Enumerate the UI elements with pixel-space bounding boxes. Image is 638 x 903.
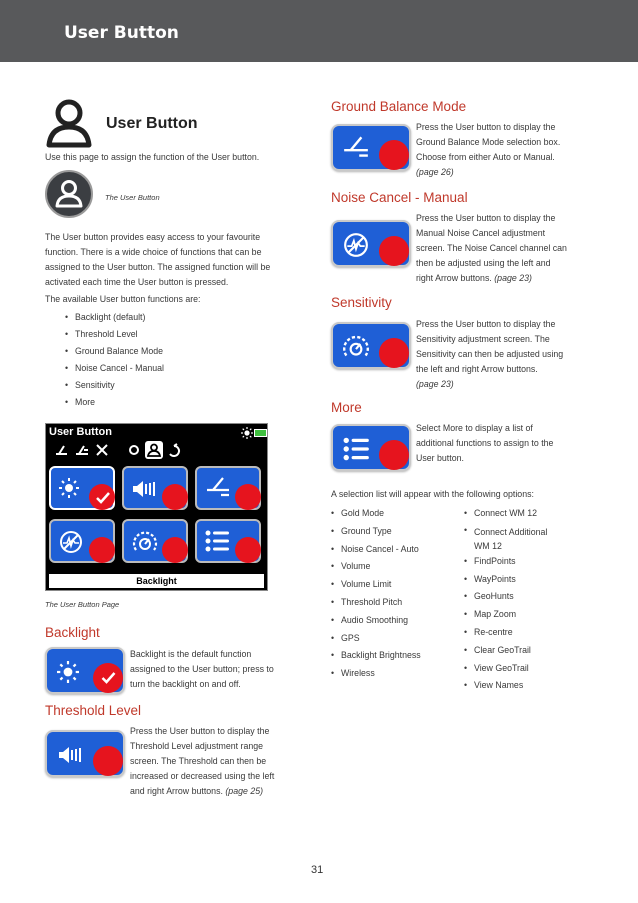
sensitivity-text: Press the User button to display the Sensitivity adjustment screen. The Sensitivity can then be adjusted using the left and right Arrow buttons. (page 23) (416, 319, 564, 389)
sun-icon (59, 478, 79, 498)
battery-icon (254, 429, 267, 437)
speaker-icon (132, 480, 158, 498)
functions-intro: The available User button functions are: (45, 294, 201, 304)
noise-cancel-icon (343, 232, 369, 258)
more-tile-icon (331, 424, 411, 471)
intro-paragraph: The User button provides easy access to your favourite function. There is a wide choice of functions that can be assigned to the User button. The assigned function will be activated each time the User button is pressed. (45, 232, 271, 287)
list-item: • Volume (331, 558, 421, 576)
more-text: Select More to display a list of additional functions to assign to the User button. (416, 423, 554, 463)
ground-balance-text: Press the User button to display the Ground Balance Mode selection box. Choose from either Auto or Manual. (page 26) (416, 122, 561, 177)
list-item: • Gold Mode (331, 505, 421, 523)
intro-title: User Button (106, 115, 198, 132)
backlight-text: Backlight is the default function assigned to the User button; press to turn the backlight on and off. (130, 649, 274, 689)
ground-balance-heading: Ground Balance Mode (331, 99, 467, 114)
list-item: • Map Zoom (464, 606, 547, 624)
speaker-icon (57, 746, 85, 764)
list-item: • More (65, 394, 164, 411)
screen-caption: The User Button Page (45, 600, 120, 609)
list-item: • GPS (331, 630, 421, 648)
sensitivity-icon (132, 528, 158, 556)
noise-cancel-text: Press the User button to display the Manual Noise Cancel adjustment screen. The Noise Cancel channel can then be adjusted using the left and right Arrow buttons. (page 23) (416, 213, 567, 283)
sensitivity-heading: Sensitivity (331, 295, 392, 310)
selection-intro: A selection list will appear with the following options: (331, 489, 534, 499)
list-item: • Connect WM 12 (464, 505, 547, 523)
list-item: • Re-centre (464, 624, 547, 642)
tile-noise-cancel (49, 519, 115, 563)
list-item: • Audio Smoothing (331, 612, 421, 630)
list-item: • Backlight Brightness (331, 647, 421, 665)
tile-threshold (122, 466, 188, 510)
user-button-caption: The User Button (105, 193, 160, 202)
ground-balance-tile-icon (331, 124, 411, 171)
threshold-heading: Threshold Level (45, 703, 142, 718)
mode-icons-row (54, 441, 194, 459)
list-item: • WayPoints (464, 571, 547, 589)
selection-list-col1 (331, 505, 421, 683)
check-icon (100, 671, 117, 685)
list-item: • Ground Balance Mode (65, 343, 164, 360)
list-item: • FindPoints (464, 553, 547, 571)
backlight-heading: Backlight (45, 625, 100, 640)
tile-backlight (49, 466, 115, 510)
header-title: User Button (64, 23, 179, 43)
list-item: • Wireless (331, 665, 421, 683)
list-icon (205, 530, 231, 552)
list-item: • Volume Limit (331, 576, 421, 594)
list-item: • Threshold Level (65, 326, 164, 343)
screen-title: User Button (49, 426, 112, 438)
sun-icon (57, 661, 79, 683)
list-item: • GeoHunts (464, 588, 547, 606)
sun-icon (241, 427, 253, 439)
list-item: • Ground Type (331, 523, 421, 541)
tile-more (195, 519, 261, 563)
list-item: • Sensitivity (65, 377, 164, 394)
ground-balance-icon (342, 134, 370, 160)
tile-sensitivity (122, 519, 188, 563)
list-item: • Noise Cancel - Manual (65, 360, 164, 377)
user-button-icon (45, 170, 93, 218)
list-item: • Backlight (default) (65, 309, 164, 326)
list-icon (343, 437, 371, 461)
functions-list (65, 309, 164, 411)
list-item: • Clear GeoTrail (464, 642, 547, 660)
noise-cancel-tile-icon (331, 220, 411, 267)
check-icon (95, 491, 111, 505)
page-header (0, 0, 638, 62)
list-item: • View Names (464, 677, 547, 695)
intro-desc: Use this page to assign the function of the User button. (45, 152, 260, 162)
threshold-tile-icon (45, 730, 125, 777)
noise-cancel-heading: Noise Cancel - Manual (331, 190, 468, 205)
list-item: • View GeoTrail (464, 660, 547, 678)
noise-cancel-icon (59, 530, 83, 554)
page-number: 31 (311, 864, 324, 876)
list-item: • Connect Additional WM 12 (464, 523, 547, 553)
backlight-tile-icon (45, 647, 125, 694)
threshold-text: Press the User button to display the Threshold Level adjustment range screen. The Threshold can then be increased or decreased using the left and right Arrow buttons. (page 25) (130, 726, 275, 796)
user-icon (45, 98, 93, 148)
sensitivity-icon (342, 332, 370, 362)
selection-list-col2 (464, 505, 547, 695)
more-heading: More (331, 400, 362, 415)
user-button-screen (45, 423, 268, 591)
tile-ground-balance (195, 466, 261, 510)
ground-balance-icon (205, 476, 231, 498)
list-item: • Threshold Pitch (331, 594, 421, 612)
sensitivity-tile-icon (331, 322, 411, 369)
list-item: • Noise Cancel - Auto (331, 541, 421, 559)
screen-footer: Backlight (49, 574, 264, 588)
